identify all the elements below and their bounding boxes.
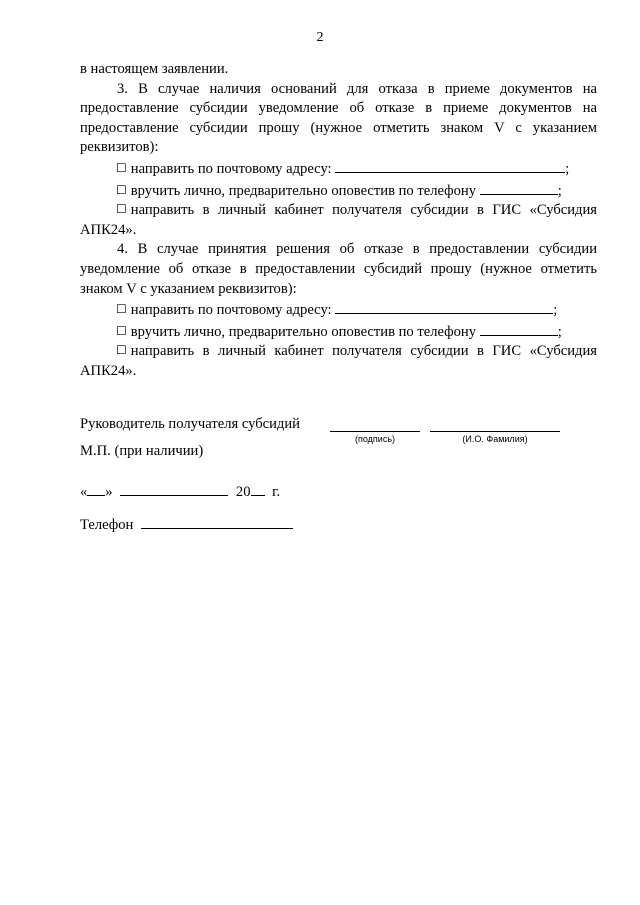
phone-field[interactable] <box>480 321 558 336</box>
p4-option-cabinet: ☐ направить в личный кабинет получателя субсидии в ГИС «Субсидия АПК24». <box>80 343 597 379</box>
p3-option-post: ☐ направить по почтовому адресу: ; <box>80 158 597 180</box>
signature-block <box>80 416 600 446</box>
p4-option-post: ☐ направить по почтовому адресу: ; <box>80 299 597 321</box>
checkbox-icon[interactable]: ☐ <box>116 323 127 338</box>
p3-option-cabinet: ☐ направить в личный кабинет получателя субсидии в ГИС «Субсидия АПК24». <box>80 202 597 238</box>
signature-caption: (подпись) <box>354 434 396 444</box>
phone-line <box>80 514 293 534</box>
phone-field[interactable] <box>480 180 558 195</box>
p4-option-personal: ☐ вручить лично, предварительно оповестив по телефону ; <box>80 321 597 343</box>
signature-field[interactable] <box>330 431 420 432</box>
address-field[interactable] <box>335 299 553 314</box>
date-year-field[interactable] <box>251 481 265 496</box>
name-field[interactable] <box>430 431 560 432</box>
phone-number-field[interactable] <box>141 514 293 529</box>
paragraph-3-lead: 3. В случае наличия оснований для отказа в приеме документов на предоставление субсидии уведомление об отказе в приеме документов на предоставление субсидии прошу (нужное отметить знаком V с указанием реквизитов): <box>80 80 597 156</box>
phone-label: Телефон <box>80 517 134 533</box>
checkbox-icon[interactable]: ☐ <box>116 343 127 358</box>
checkbox-icon[interactable]: ☐ <box>116 302 127 317</box>
checkbox-icon[interactable]: ☐ <box>116 202 127 217</box>
date-month-field[interactable] <box>120 481 228 496</box>
stamp-label: М.П. (при наличии) <box>80 443 204 459</box>
document-body <box>80 60 597 382</box>
checkbox-icon[interactable]: ☐ <box>116 160 127 175</box>
date-line: « » 20 г. <box>80 481 280 501</box>
date-day-field[interactable] <box>87 481 105 496</box>
paragraph-continuation: в настоящем заявлении. <box>80 61 229 77</box>
checkbox-icon[interactable]: ☐ <box>116 182 127 197</box>
signature-label: Руководитель получателя субсидий <box>80 416 300 432</box>
address-field[interactable] <box>335 158 565 173</box>
paragraph-4-lead: 4. В случае принятия решения об отказе в предоставлении субсидии уведомление об отказе в предоставлении субсидий прошу (нужное отметить знаком V с указанием реквизитов): <box>80 241 597 297</box>
p3-option-personal: ☐ вручить лично, предварительно оповестив по телефону ; <box>80 180 597 202</box>
page-number: 2 <box>316 30 324 45</box>
name-caption: (И.О. Фамилия) <box>462 434 528 444</box>
